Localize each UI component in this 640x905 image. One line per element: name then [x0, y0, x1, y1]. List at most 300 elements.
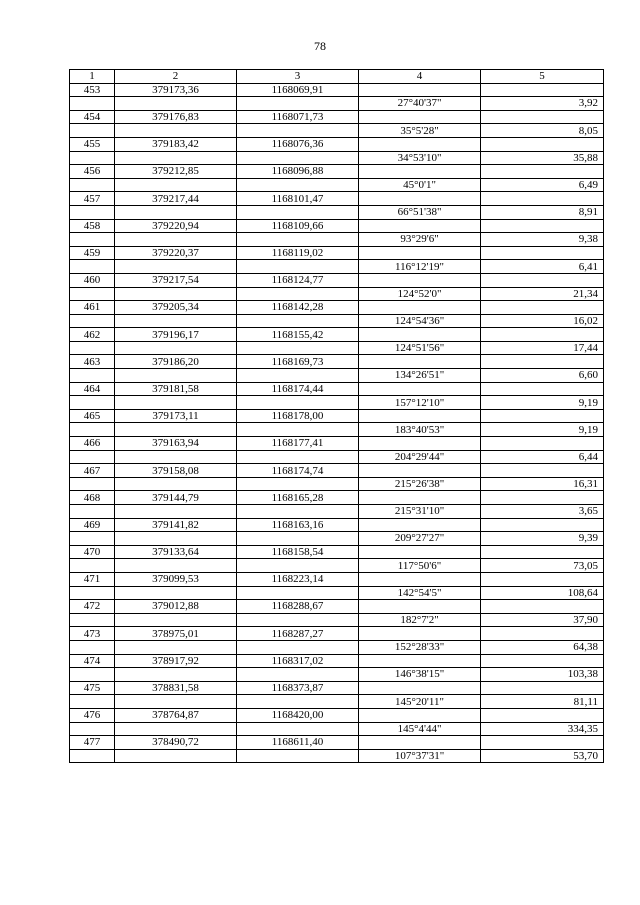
- x-coordinate-cell: 379220,37: [115, 246, 237, 260]
- direction-angle-cell: 204°29'44": [359, 450, 481, 464]
- y-coordinate-cell: [237, 477, 359, 491]
- x-coordinate-cell: [115, 749, 237, 763]
- point-number-cell: 471: [70, 572, 115, 586]
- distance-cell: 81,11: [481, 695, 604, 709]
- distance-cell: 9,39: [481, 532, 604, 546]
- y-coordinate-cell: 1168163,16: [237, 518, 359, 532]
- y-coordinate-cell: [237, 505, 359, 519]
- y-coordinate-cell: 1168317,02: [237, 654, 359, 668]
- y-coordinate-cell: 1168119,02: [237, 246, 359, 260]
- distance-cell: 21,34: [481, 287, 604, 301]
- table-row: [70, 382, 604, 396]
- y-coordinate-cell: 1168174,44: [237, 382, 359, 396]
- point-number-cell: [70, 505, 115, 519]
- x-coordinate-cell: [115, 613, 237, 627]
- point-number-cell: 466: [70, 437, 115, 451]
- direction-angle-cell: 124°51'56": [359, 341, 481, 355]
- x-coordinate-cell: 379158,08: [115, 464, 237, 478]
- y-coordinate-cell: [237, 695, 359, 709]
- point-number-cell: [70, 586, 115, 600]
- table-row: [70, 559, 604, 573]
- point-number-cell: [70, 341, 115, 355]
- direction-angle-cell: 124°54'36": [359, 314, 481, 328]
- y-coordinate-cell: [237, 559, 359, 573]
- table-row: [70, 518, 604, 532]
- direction-angle-cell: 215°26'38": [359, 477, 481, 491]
- table-row: [70, 545, 604, 559]
- x-coordinate-cell: 378975,01: [115, 627, 237, 641]
- distance-cell: 6,60: [481, 369, 604, 383]
- direction-angle-cell: 66°51'38": [359, 205, 481, 219]
- x-coordinate-cell: 379217,44: [115, 192, 237, 206]
- table-row: [70, 273, 604, 287]
- y-coordinate-cell: 1168174,74: [237, 464, 359, 478]
- x-coordinate-cell: [115, 505, 237, 519]
- direction-angle-cell: 182°7'2": [359, 613, 481, 627]
- table-row: [70, 219, 604, 233]
- table-row: [70, 437, 604, 451]
- table-row: [70, 695, 604, 709]
- direction-angle-cell: [359, 301, 481, 315]
- table-row: [70, 205, 604, 219]
- point-number-cell: [70, 314, 115, 328]
- distance-cell: [481, 708, 604, 722]
- direction-angle-cell: [359, 736, 481, 750]
- direction-angle-cell: [359, 437, 481, 451]
- direction-angle-cell: [359, 355, 481, 369]
- distance-cell: 16,31: [481, 477, 604, 491]
- table-row: [70, 260, 604, 274]
- direction-angle-cell: 124°52'0": [359, 287, 481, 301]
- x-coordinate-cell: 379212,85: [115, 165, 237, 179]
- point-number-cell: 458: [70, 219, 115, 233]
- distance-cell: [481, 192, 604, 206]
- table-row: [70, 450, 604, 464]
- coordinates-table: [69, 69, 604, 763]
- distance-cell: 103,38: [481, 668, 604, 682]
- distance-cell: 108,64: [481, 586, 604, 600]
- distance-cell: 9,19: [481, 423, 604, 437]
- direction-angle-cell: [359, 464, 481, 478]
- table-row: [70, 654, 604, 668]
- point-number-cell: 468: [70, 491, 115, 505]
- distance-cell: [481, 545, 604, 559]
- direction-angle-cell: 34°53'10": [359, 151, 481, 165]
- y-coordinate-cell: [237, 532, 359, 546]
- x-coordinate-cell: [115, 97, 237, 111]
- table-row: [70, 491, 604, 505]
- table-row: [70, 287, 604, 301]
- direction-angle-cell: 145°4'44": [359, 722, 481, 736]
- direction-angle-cell: 209°27'27": [359, 532, 481, 546]
- distance-cell: 6,44: [481, 450, 604, 464]
- y-coordinate-cell: [237, 314, 359, 328]
- direction-angle-cell: [359, 654, 481, 668]
- table-row: [70, 749, 604, 763]
- x-coordinate-cell: [115, 423, 237, 437]
- point-number-cell: 472: [70, 600, 115, 614]
- x-coordinate-cell: [115, 314, 237, 328]
- column-header-5: 5: [481, 70, 604, 84]
- direction-angle-cell: 107°37'31": [359, 749, 481, 763]
- direction-angle-cell: [359, 219, 481, 233]
- distance-cell: [481, 437, 604, 451]
- x-coordinate-cell: [115, 205, 237, 219]
- point-number-cell: 465: [70, 409, 115, 423]
- point-number-cell: 473: [70, 627, 115, 641]
- table-row: [70, 301, 604, 315]
- direction-angle-cell: [359, 328, 481, 342]
- column-header-1: 1: [70, 70, 115, 84]
- x-coordinate-cell: [115, 287, 237, 301]
- direction-angle-cell: [359, 110, 481, 124]
- y-coordinate-cell: [237, 722, 359, 736]
- table-row: [70, 640, 604, 654]
- direction-angle-cell: 35°5'28": [359, 124, 481, 138]
- direction-angle-cell: [359, 708, 481, 722]
- direction-angle-cell: [359, 83, 481, 97]
- y-coordinate-cell: [237, 151, 359, 165]
- distance-cell: 37,90: [481, 613, 604, 627]
- y-coordinate-cell: 1168071,73: [237, 110, 359, 124]
- y-coordinate-cell: 1168178,00: [237, 409, 359, 423]
- x-coordinate-cell: 379205,34: [115, 301, 237, 315]
- point-number-cell: 475: [70, 681, 115, 695]
- direction-angle-cell: [359, 518, 481, 532]
- direction-angle-cell: [359, 246, 481, 260]
- x-coordinate-cell: 378490,72: [115, 736, 237, 750]
- y-coordinate-cell: [237, 124, 359, 138]
- table-row: [70, 355, 604, 369]
- x-coordinate-cell: 379012,88: [115, 600, 237, 614]
- table-row: [70, 600, 604, 614]
- point-number-cell: 459: [70, 246, 115, 260]
- point-number-cell: [70, 205, 115, 219]
- direction-angle-cell: 145°20'11": [359, 695, 481, 709]
- x-coordinate-cell: 379133,64: [115, 545, 237, 559]
- distance-cell: [481, 464, 604, 478]
- table-row: [70, 464, 604, 478]
- distance-cell: [481, 273, 604, 287]
- point-number-cell: [70, 722, 115, 736]
- x-coordinate-cell: 378764,87: [115, 708, 237, 722]
- x-coordinate-cell: [115, 532, 237, 546]
- table-row: [70, 178, 604, 192]
- x-coordinate-cell: [115, 586, 237, 600]
- x-coordinate-cell: 379181,58: [115, 382, 237, 396]
- y-coordinate-cell: 1168177,41: [237, 437, 359, 451]
- x-coordinate-cell: [115, 178, 237, 192]
- direction-angle-cell: [359, 572, 481, 586]
- x-coordinate-cell: [115, 477, 237, 491]
- y-coordinate-cell: [237, 640, 359, 654]
- point-number-cell: 474: [70, 654, 115, 668]
- direction-angle-cell: 142°54'5": [359, 586, 481, 600]
- distance-cell: 16,02: [481, 314, 604, 328]
- x-coordinate-cell: [115, 233, 237, 247]
- table-row: [70, 246, 604, 260]
- table-row: [70, 423, 604, 437]
- table-row: [70, 627, 604, 641]
- distance-cell: [481, 600, 604, 614]
- table-row: [70, 233, 604, 247]
- y-coordinate-cell: [237, 178, 359, 192]
- y-coordinate-cell: [237, 205, 359, 219]
- x-coordinate-cell: [115, 668, 237, 682]
- direction-angle-cell: 152°28'33": [359, 640, 481, 654]
- direction-angle-cell: [359, 137, 481, 151]
- distance-cell: 35,88: [481, 151, 604, 165]
- x-coordinate-cell: [115, 450, 237, 464]
- x-coordinate-cell: [115, 341, 237, 355]
- x-coordinate-cell: [115, 151, 237, 165]
- y-coordinate-cell: [237, 287, 359, 301]
- table-row: [70, 613, 604, 627]
- y-coordinate-cell: 1168420,00: [237, 708, 359, 722]
- x-coordinate-cell: [115, 640, 237, 654]
- distance-cell: 53,70: [481, 749, 604, 763]
- direction-angle-cell: 117°50'6": [359, 559, 481, 573]
- column-header-2: 2: [115, 70, 237, 84]
- direction-angle-cell: [359, 545, 481, 559]
- x-coordinate-cell: 379163,94: [115, 437, 237, 451]
- point-number-cell: 460: [70, 273, 115, 287]
- y-coordinate-cell: [237, 396, 359, 410]
- table-row: [70, 586, 604, 600]
- distance-cell: 17,44: [481, 341, 604, 355]
- table-row: [70, 137, 604, 151]
- point-number-cell: 469: [70, 518, 115, 532]
- x-coordinate-cell: 379183,42: [115, 137, 237, 151]
- direction-angle-cell: 183°40'53": [359, 423, 481, 437]
- table-row: [70, 83, 604, 97]
- distance-cell: [481, 301, 604, 315]
- point-number-cell: [70, 532, 115, 546]
- point-number-cell: [70, 369, 115, 383]
- point-number-cell: 453: [70, 83, 115, 97]
- point-number-cell: [70, 260, 115, 274]
- point-number-cell: [70, 695, 115, 709]
- distance-cell: [481, 654, 604, 668]
- table-row: [70, 722, 604, 736]
- point-number-cell: [70, 396, 115, 410]
- y-coordinate-cell: 1168158,54: [237, 545, 359, 559]
- distance-cell: [481, 382, 604, 396]
- table-row: [70, 97, 604, 111]
- y-coordinate-cell: [237, 668, 359, 682]
- point-number-cell: [70, 124, 115, 138]
- distance-cell: 9,38: [481, 233, 604, 247]
- table-row: [70, 124, 604, 138]
- point-number-cell: 477: [70, 736, 115, 750]
- point-number-cell: 464: [70, 382, 115, 396]
- table-row: [70, 505, 604, 519]
- direction-angle-cell: 116°12'19": [359, 260, 481, 274]
- distance-cell: [481, 219, 604, 233]
- table-row: [70, 151, 604, 165]
- page-number: 78: [314, 39, 326, 53]
- x-coordinate-cell: 379220,94: [115, 219, 237, 233]
- distance-cell: [481, 681, 604, 695]
- table-row: [70, 409, 604, 423]
- distance-cell: [481, 165, 604, 179]
- y-coordinate-cell: 1168069,91: [237, 83, 359, 97]
- table-row: [70, 572, 604, 586]
- x-coordinate-cell: [115, 124, 237, 138]
- table-row: [70, 736, 604, 750]
- y-coordinate-cell: 1168288,67: [237, 600, 359, 614]
- y-coordinate-cell: 1168169,73: [237, 355, 359, 369]
- distance-cell: [481, 83, 604, 97]
- x-coordinate-cell: [115, 722, 237, 736]
- table-row: [70, 532, 604, 546]
- distance-cell: 6,49: [481, 178, 604, 192]
- direction-angle-cell: [359, 627, 481, 641]
- direction-angle-cell: 27°40'37": [359, 97, 481, 111]
- distance-cell: 334,35: [481, 722, 604, 736]
- x-coordinate-cell: 379186,20: [115, 355, 237, 369]
- x-coordinate-cell: 379173,36: [115, 83, 237, 97]
- table-row: [70, 314, 604, 328]
- table-row: [70, 110, 604, 124]
- point-number-cell: 461: [70, 301, 115, 315]
- x-coordinate-cell: [115, 396, 237, 410]
- point-number-cell: [70, 97, 115, 111]
- direction-angle-cell: [359, 165, 481, 179]
- y-coordinate-cell: 1168287,27: [237, 627, 359, 641]
- y-coordinate-cell: [237, 369, 359, 383]
- point-number-cell: 462: [70, 328, 115, 342]
- distance-cell: [481, 246, 604, 260]
- distance-cell: [481, 328, 604, 342]
- distance-cell: 8,91: [481, 205, 604, 219]
- point-number-cell: 470: [70, 545, 115, 559]
- table-row: [70, 341, 604, 355]
- table-row: [70, 668, 604, 682]
- y-coordinate-cell: [237, 586, 359, 600]
- y-coordinate-cell: 1168142,28: [237, 301, 359, 315]
- x-coordinate-cell: [115, 695, 237, 709]
- direction-angle-cell: 45°0'1": [359, 178, 481, 192]
- y-coordinate-cell: 1168124,77: [237, 273, 359, 287]
- distance-cell: 6,41: [481, 260, 604, 274]
- distance-cell: [481, 137, 604, 151]
- y-coordinate-cell: 1168096,88: [237, 165, 359, 179]
- distance-cell: [481, 110, 604, 124]
- table-row: [70, 477, 604, 491]
- distance-cell: 64,38: [481, 640, 604, 654]
- x-coordinate-cell: 379173,11: [115, 409, 237, 423]
- column-header-4: 4: [359, 70, 481, 84]
- x-coordinate-cell: [115, 369, 237, 383]
- table-row: [70, 681, 604, 695]
- x-coordinate-cell: [115, 260, 237, 274]
- point-number-cell: 456: [70, 165, 115, 179]
- distance-cell: [481, 409, 604, 423]
- table-row: [70, 192, 604, 206]
- distance-cell: 73,05: [481, 559, 604, 573]
- point-number-cell: [70, 749, 115, 763]
- x-coordinate-cell: 379141,82: [115, 518, 237, 532]
- point-number-cell: 463: [70, 355, 115, 369]
- table-row: [70, 396, 604, 410]
- distance-cell: 8,05: [481, 124, 604, 138]
- point-number-cell: [70, 178, 115, 192]
- distance-cell: [481, 518, 604, 532]
- direction-angle-cell: 93°29'6": [359, 233, 481, 247]
- point-number-cell: [70, 450, 115, 464]
- direction-angle-cell: [359, 382, 481, 396]
- distance-cell: 3,92: [481, 97, 604, 111]
- table-header-row: [70, 70, 604, 84]
- table-body: [70, 83, 604, 763]
- x-coordinate-cell: [115, 559, 237, 573]
- x-coordinate-cell: 379176,83: [115, 110, 237, 124]
- point-number-cell: [70, 287, 115, 301]
- direction-angle-cell: 215°31'10": [359, 505, 481, 519]
- distance-cell: [481, 572, 604, 586]
- direction-angle-cell: 146°38'15": [359, 668, 481, 682]
- direction-angle-cell: [359, 491, 481, 505]
- y-coordinate-cell: 1168373,87: [237, 681, 359, 695]
- x-coordinate-cell: 379217,54: [115, 273, 237, 287]
- y-coordinate-cell: 1168223,14: [237, 572, 359, 586]
- point-number-cell: [70, 668, 115, 682]
- y-coordinate-cell: [237, 233, 359, 247]
- point-number-cell: 455: [70, 137, 115, 151]
- column-header-3: 3: [237, 70, 359, 84]
- x-coordinate-cell: 379196,17: [115, 328, 237, 342]
- y-coordinate-cell: 1168101,47: [237, 192, 359, 206]
- x-coordinate-cell: 379144,79: [115, 491, 237, 505]
- point-number-cell: [70, 640, 115, 654]
- point-number-cell: [70, 233, 115, 247]
- point-number-cell: [70, 151, 115, 165]
- y-coordinate-cell: 1168165,28: [237, 491, 359, 505]
- distance-cell: [481, 627, 604, 641]
- point-number-cell: [70, 477, 115, 491]
- direction-angle-cell: [359, 409, 481, 423]
- y-coordinate-cell: [237, 749, 359, 763]
- point-number-cell: 454: [70, 110, 115, 124]
- y-coordinate-cell: [237, 260, 359, 274]
- point-number-cell: 476: [70, 708, 115, 722]
- point-number-cell: [70, 559, 115, 573]
- y-coordinate-cell: [237, 97, 359, 111]
- x-coordinate-cell: 379099,53: [115, 572, 237, 586]
- direction-angle-cell: 134°26'51": [359, 369, 481, 383]
- table-row: [70, 369, 604, 383]
- y-coordinate-cell: 1168155,42: [237, 328, 359, 342]
- y-coordinate-cell: [237, 450, 359, 464]
- y-coordinate-cell: 1168076,36: [237, 137, 359, 151]
- direction-angle-cell: [359, 273, 481, 287]
- table-row: [70, 165, 604, 179]
- point-number-cell: [70, 613, 115, 627]
- direction-angle-cell: [359, 600, 481, 614]
- table-row: [70, 328, 604, 342]
- y-coordinate-cell: [237, 613, 359, 627]
- distance-cell: [481, 491, 604, 505]
- table-row: [70, 708, 604, 722]
- direction-angle-cell: 157°12'10": [359, 396, 481, 410]
- y-coordinate-cell: [237, 423, 359, 437]
- y-coordinate-cell: 1168109,66: [237, 219, 359, 233]
- point-number-cell: 467: [70, 464, 115, 478]
- distance-cell: [481, 355, 604, 369]
- x-coordinate-cell: 378917,92: [115, 654, 237, 668]
- y-coordinate-cell: 1168611,40: [237, 736, 359, 750]
